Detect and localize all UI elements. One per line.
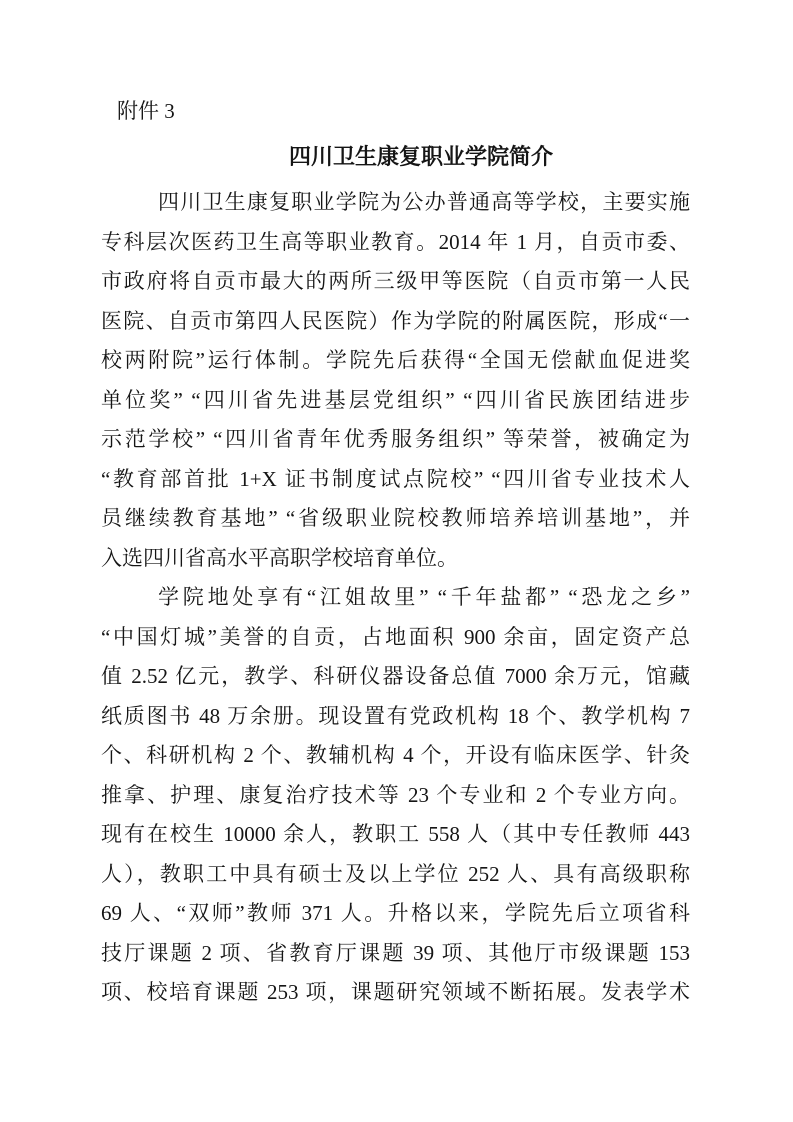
document-body — [101, 183, 690, 1013]
text-line: 个、科研机构 2 个、教辅机构 4 个，开设有临床医学、针灸 — [101, 743, 690, 767]
text-line: 学院地处享有“江姐故里” “千年盐都” “恐龙之乡” — [158, 585, 690, 609]
paragraph — [101, 183, 690, 578]
text-line: 员继续教育基地” “省级职业院校教师培养培训基地”，并 — [101, 506, 690, 530]
text-line: “中国灯城”美誉的自贡，占地面积 900 余亩，固定资产总 — [101, 624, 690, 649]
text-line: 示范学校” “四川省青年优秀服务组织” 等荣誉，被确定为 — [101, 427, 690, 451]
text-line: 单位奖” “四川省先进基层党组织” “四川省民族团结进步 — [101, 387, 690, 412]
text-line: 推拿、护理、康复治疗技术等 23 个专业和 2 个专业方向。 — [101, 782, 690, 807]
text-line: 69 人、“双师”教师 371 人。升格以来，学院先后立项省科 — [101, 901, 690, 925]
paragraph — [101, 578, 690, 1013]
text-line: 校两附院”运行体制。学院先后获得“全国无偿献血促进奖 — [101, 348, 690, 372]
text-line: 值 2.52 亿元，教学、科研仪器设备总值 7000 余万元，馆藏 — [101, 664, 690, 688]
text-line: 医院、自贡市第四人民医院）作为学院的附属医院，形成“一 — [101, 308, 690, 333]
text-line: 项、校培育课题 253 项，课题研究领域不断拓展。发表学术 — [101, 980, 690, 1004]
text-line: 四川卫生康复职业学院为公办普通高等学校，主要实施 — [158, 190, 690, 214]
text-line: 技厅课题 2 项、省教育厅课题 39 项、其他厅市级课题 153 — [101, 940, 690, 965]
text-line: 现有在校生 10000 余人，教职工 558 人（其中专任教师 443 — [101, 822, 690, 846]
document-title: 四川卫生康复职业学院简介 — [289, 144, 554, 169]
text-line: 市政府将自贡市最大的两所三级甲等医院（自贡市第一人民 — [101, 269, 690, 293]
attachment-label: 附件 3 — [117, 99, 175, 123]
text-line: “教育部首批 1+X 证书制度试点院校” “四川省专业技术人 — [101, 466, 690, 491]
text-line: 纸质图书 48 万余册。现设置有党政机构 18 个、教学机构 7 — [101, 703, 690, 728]
text-line: 入选四川省高水平高职学校培育单位。 — [101, 545, 458, 570]
text-line: 人），教职工中具有硕士及以上学位 252 人、具有高级职称 — [101, 861, 690, 886]
text-line: 专科层次医药卫生高等职业教育。2014 年 1 月，自贡市委、 — [101, 229, 690, 254]
